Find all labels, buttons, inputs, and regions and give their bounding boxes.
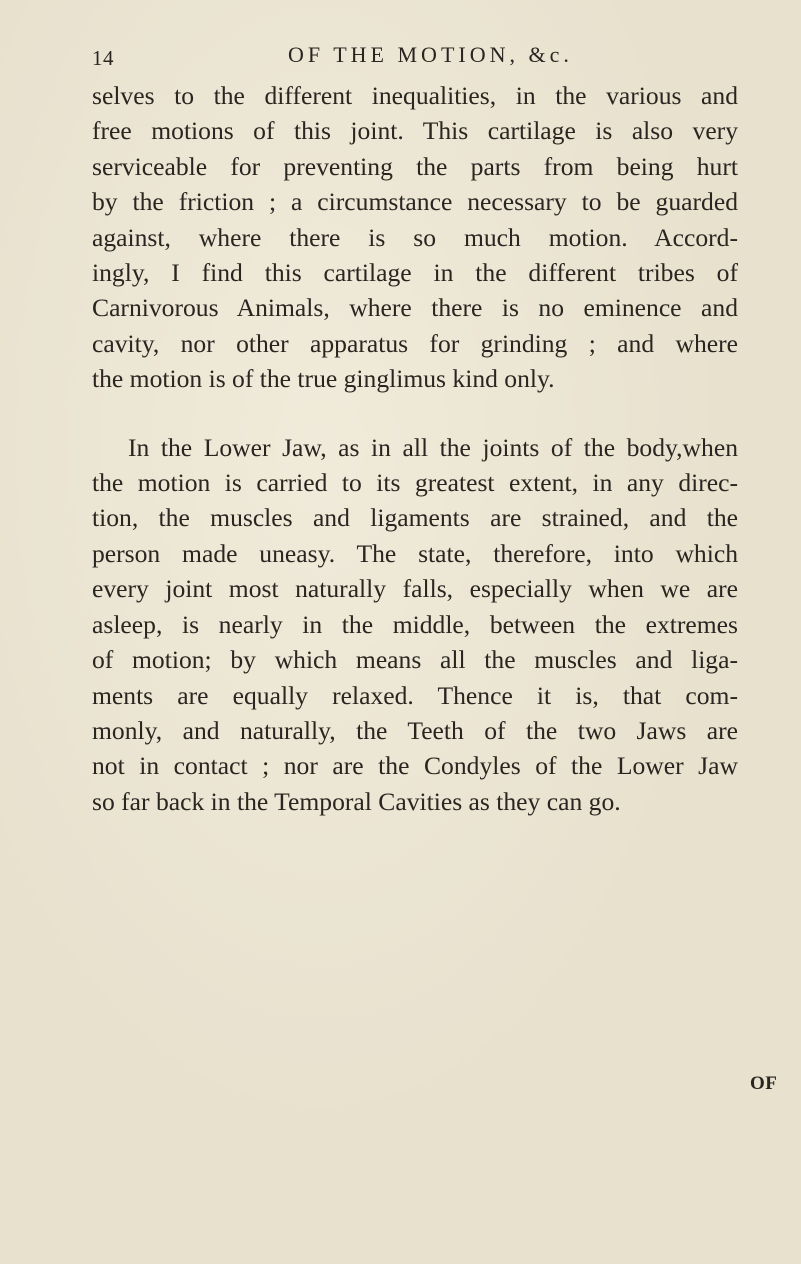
- catchword: OF: [750, 1073, 778, 1094]
- text-line: the motion is carried to its greatest extent, in any direc-: [92, 468, 738, 498]
- text-line: asleep, is nearly in the middle, between the extremes: [92, 609, 738, 639]
- paragraph-1: [92, 78, 738, 397]
- running-title: OF THE MOTION, &c.: [288, 42, 573, 67]
- text-line: serviceable for preventing the parts from being hurt: [92, 151, 738, 181]
- page-number: 14: [92, 46, 114, 70]
- body-text: [92, 78, 738, 819]
- text-line: every joint most naturally falls, especially when we are: [92, 574, 738, 604]
- text-line: In the Lower Jaw, as in all the joints of the body,when: [128, 432, 738, 462]
- text-line: ingly, I find this cartilage in the different tribes of: [92, 258, 738, 288]
- text-line: selves to the different inequalities, in the various and: [92, 81, 738, 110]
- text-line: free motions of this joint. This cartilage is also very: [92, 116, 738, 146]
- text-line: person made uneasy. The state, therefore, into which: [92, 538, 738, 568]
- paragraph-2: [92, 430, 738, 819]
- running-head: [92, 40, 752, 70]
- text-line: so far back in the Temporal Cavities as they can go.: [92, 786, 621, 816]
- text-line: of motion; by which means all the muscles and liga-: [92, 645, 738, 675]
- text-line: cavity, nor other apparatus for grinding ; and where: [92, 328, 738, 358]
- text-line: by the friction ; a circumstance necessary to be guarded: [92, 187, 738, 217]
- text-line: not in contact ; nor are the Condyles of the Lower Jaw: [92, 751, 738, 781]
- text-line: tion, the muscles and ligaments are strained, and the: [92, 503, 738, 533]
- text-line: against, where there is so much motion. Accord-: [92, 222, 738, 252]
- text-line: ments are equally relaxed. Thence it is, that com-: [92, 680, 738, 710]
- text-line: the motion is of the true ginglimus kind only.: [92, 364, 555, 394]
- text-line: monly, and naturally, the Teeth of the two Jaws are: [92, 715, 738, 745]
- text-line: Carnivorous Animals, where there is no eminence and: [92, 293, 738, 323]
